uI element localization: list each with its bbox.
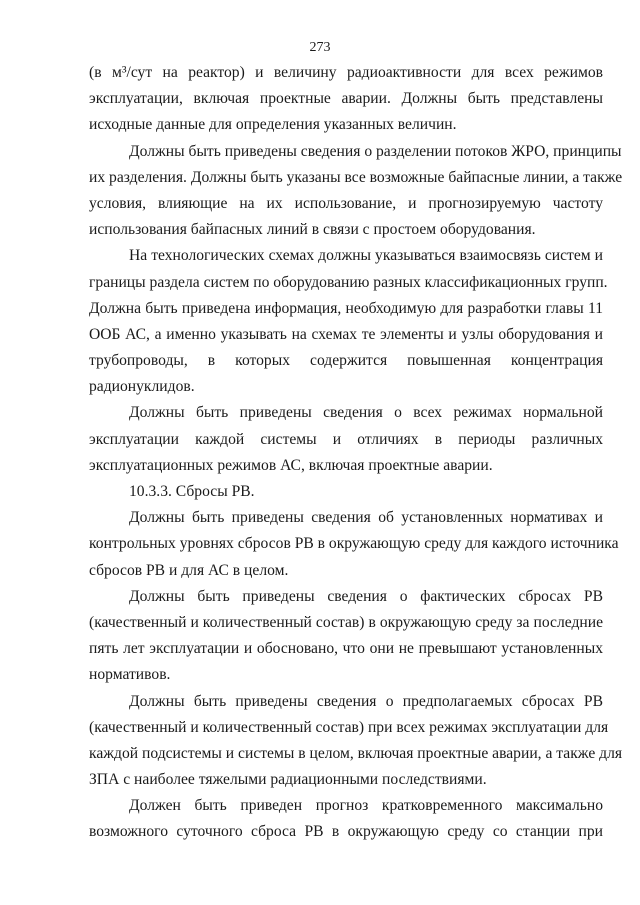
text-line: ЗПА с наиболее тяжелыми радиационными последствиями. (89, 771, 487, 789)
paragraph-p1 (89, 60, 603, 139)
text-line: (качественный и количественный состав) в окружающую среду за последние (89, 613, 603, 631)
text-line: контрольных уровнях сбросов РВ в окружающую среду для каждого источника (89, 535, 619, 553)
text-line: Должны быть приведены сведения об установленных нормативах и (129, 509, 603, 527)
paragraph-p6 (89, 505, 619, 584)
text-line: Должны быть приведены сведения о предполагаемых сбросах РВ (129, 692, 603, 710)
text-line: трубопроводы, в которых содержится повышенная концентрация (89, 352, 603, 370)
text-line: 10.3.3. Сбросы РВ. (129, 483, 255, 500)
document-body (89, 60, 623, 846)
text-line: эксплуатации, включая проектные аварии. Должны быть представлены (89, 90, 603, 108)
text-line: пять лет эксплуатации и обосновано, что они не превышают установленных (89, 640, 603, 658)
text-line: эксплуатационных режимов АС, включая проектные аварии. (89, 456, 493, 474)
text-line: возможного суточного сброса РВ в окружающую среду со станции при (89, 823, 603, 841)
text-line: Должны быть приведены сведения о фактических сбросах РВ (129, 587, 603, 605)
paragraph-p8 (89, 689, 623, 794)
text-line: сбросов РВ и для АС в целом. (89, 561, 289, 579)
text-line: Должен быть приведен прогноз кратковременного максимально (129, 797, 603, 815)
text-line: каждой подсистемы и системы в целом, включая проектные аварии, а также для (89, 744, 623, 762)
paragraph-p3 (89, 243, 608, 400)
text-line: На технологических схемах должны указываться взаимосвязь систем и (129, 247, 603, 265)
text-line: Должны быть приведены сведения о разделении потоков ЖРО, принципы (129, 142, 622, 160)
text-line: (качественный и количественный состав) при всех режимах эксплуатации для (89, 718, 609, 736)
text-line: Должна быть приведена информация, необходимую для разработки главы 11 (89, 299, 603, 317)
text-line: радионуклидов. (89, 378, 195, 396)
page-number: 273 (309, 40, 331, 55)
paragraph-p4 (89, 400, 603, 479)
text-line: Должны быть приведены сведения о всех режимах нормальной (129, 404, 603, 422)
text-line: нормативов. (89, 666, 171, 684)
text-line: исходные данные для определения указанных величин. (89, 116, 457, 134)
paragraph-p2 (89, 139, 623, 244)
text-line: эксплуатации каждой системы и отличиях в периоды различных (89, 430, 603, 448)
text-line: (в м³/сут на реактор) и величину радиоактивности для всех режимов (89, 64, 603, 81)
paragraph-p5 (89, 479, 603, 505)
text-line: использования байпасных линий в связи с простоем оборудования. (89, 221, 536, 239)
paragraph-p7 (89, 584, 603, 689)
text-line: условия, влияющие на их использование, и прогнозируемую частоту (89, 194, 603, 212)
text-line: их разделения. Должны быть указаны все возможные байпасные линии, а также (89, 168, 623, 186)
text-line: ООБ АС, а именно указывать на схемах те элементы и узлы оборудования и (89, 325, 603, 343)
paragraph-p9 (89, 793, 603, 845)
text-line: границы раздела систем по оборудованию разных классификационных групп. (89, 273, 608, 291)
